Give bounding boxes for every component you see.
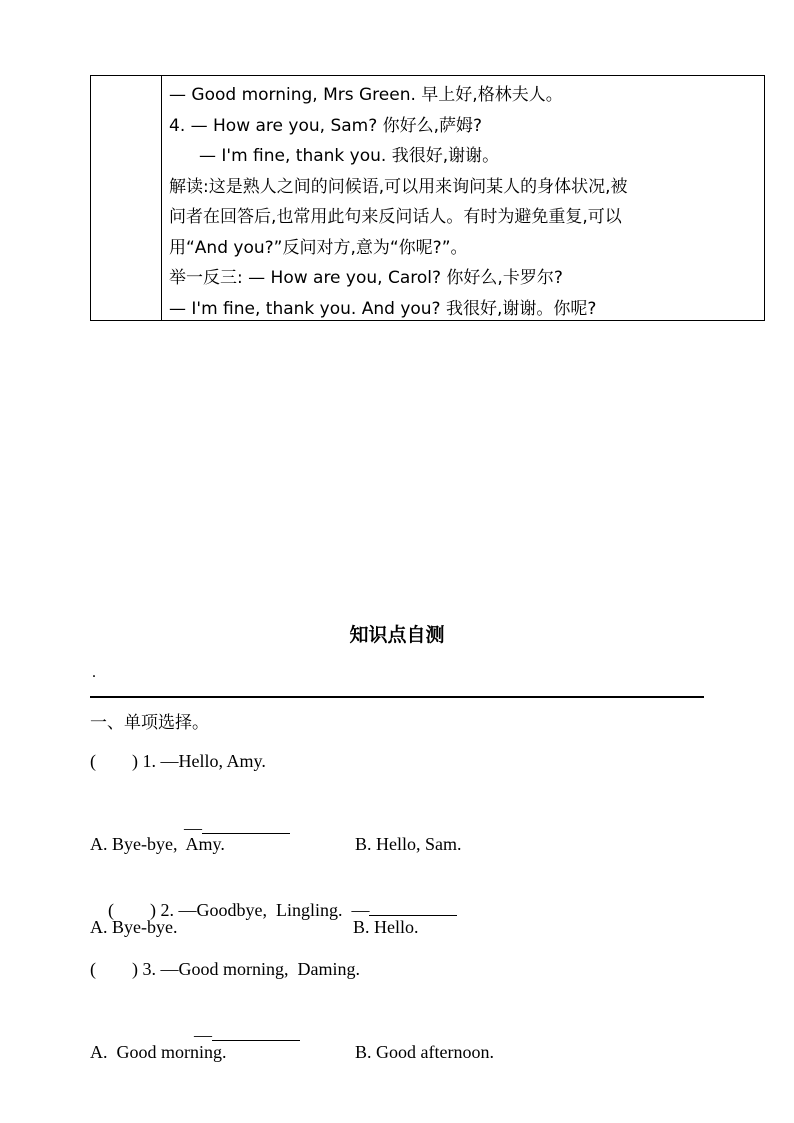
- table-line: 举一反三: — How are you, Carol? 你好么,卡罗尔?: [169, 268, 563, 288]
- section-title: 知识点自测: [349, 624, 445, 646]
- question-stem-1: ( ) 1. —Hello, Amy.: [90, 751, 266, 771]
- table-line: 问者在回答后,也常用此句来反问话人。有时为避免重复,可以: [169, 207, 622, 227]
- section-divider: [90, 696, 704, 698]
- answer-blank[interactable]: [212, 1022, 300, 1041]
- table-content-cell: [169, 80, 760, 324]
- option-a-3: A. Good morning.: [90, 1042, 227, 1062]
- notes-table: [90, 75, 765, 321]
- question-stem-text: ( ) 2. —Goodbye, Lingling. —: [108, 900, 370, 920]
- table-line: — I'm fine, thank you. 我很好,谢谢。: [199, 146, 500, 166]
- table-left-cell: [91, 76, 162, 320]
- answer-dash: —: [184, 818, 202, 838]
- option-b-1: B. Hello, Sam.: [355, 834, 462, 854]
- table-line: 解读:这是熟人之间的问候语,可以用来询问某人的身体状况,被: [169, 176, 628, 197]
- option-a-1: A. Bye-bye, Amy.: [90, 834, 225, 854]
- answer-blank[interactable]: [202, 815, 290, 834]
- option-a-2: A. Bye-bye.: [90, 917, 178, 937]
- dot-mark: .: [92, 664, 96, 681]
- table-line: — I'm fine, thank you. And you? 我很好,谢谢。你呢?: [169, 298, 597, 319]
- table-line: — Good morning, Mrs Green. 早上好,格林夫人。: [169, 85, 563, 105]
- option-b-2: B. Hello.: [353, 917, 419, 937]
- answer-blank[interactable]: [369, 897, 457, 916]
- answer-dash: —: [194, 1025, 212, 1045]
- question-stem-3: ( ) 3. —Good morning, Daming.: [90, 959, 360, 979]
- table-line: 用“And you?”反问对方,意为“你呢?”。: [169, 237, 468, 258]
- table-line: 4. — How are you, Sam? 你好么,萨姆?: [169, 115, 483, 136]
- option-b-3: B. Good afternoon.: [355, 1042, 494, 1062]
- section-heading: 一、单项选择。: [90, 713, 209, 733]
